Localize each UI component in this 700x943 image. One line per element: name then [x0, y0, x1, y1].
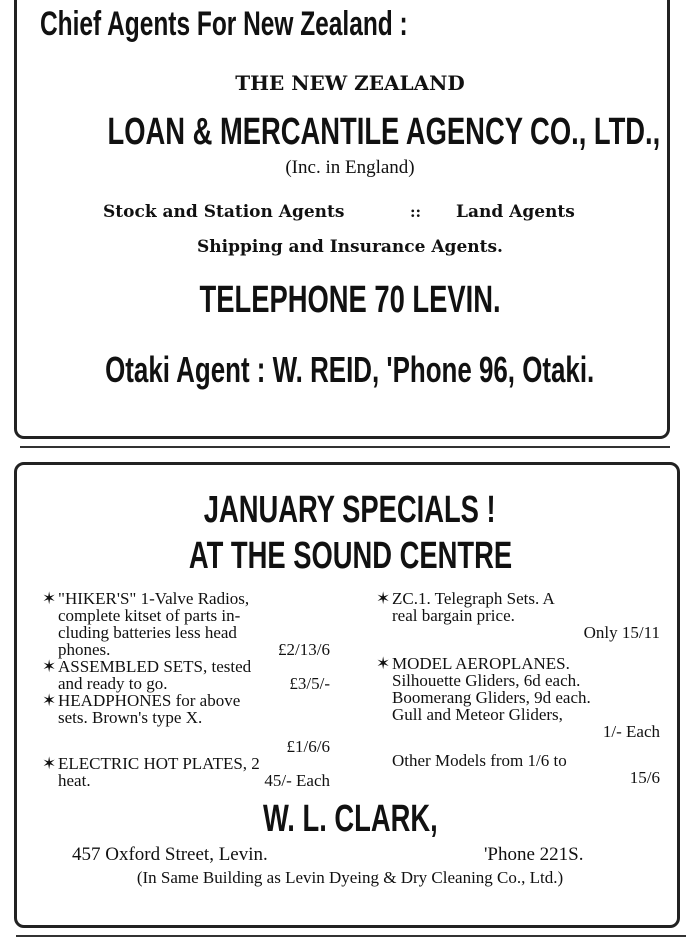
list-item [42, 658, 330, 675]
item-text: and ready to go. [58, 674, 168, 693]
building-note: (In Same Building as Levin Dyeing & Dry Cleaning Co., Ltd.) [136, 868, 564, 887]
shop-name-text: W. L. CLARK, [262, 798, 438, 840]
right-column [376, 590, 660, 786]
star-icon: ✶ [376, 589, 391, 608]
specials-title [0, 490, 700, 532]
otaki-agent-text: Otaki Agent : W. REID, 'Phone 96, Otaki. [105, 349, 595, 390]
item-price-row [42, 675, 330, 692]
item-text: real bargain price. [392, 606, 515, 625]
item-text: complete kitset of parts in- [58, 606, 241, 625]
star-icon: ✶ [42, 589, 57, 608]
list-item [376, 655, 660, 672]
list-item [42, 590, 330, 607]
telephone [0, 280, 700, 322]
price: £1/6/6 [286, 737, 330, 756]
star-icon: ✶ [42, 657, 57, 676]
services-land: Land Agents [456, 202, 575, 222]
specials-subtitle [0, 536, 700, 578]
item-text: Gull and Meteor Gliders, [392, 705, 563, 724]
address: 457 Oxford Street, Levin. [72, 844, 268, 865]
services-stock: Stock and Station Agents [103, 202, 345, 222]
divider [20, 446, 670, 448]
ad-heading [40, 6, 551, 43]
separator: :: [410, 203, 422, 221]
specials-subtitle-text: AT THE SOUND CENTRE [188, 535, 512, 577]
shop-name [0, 800, 700, 838]
star-icon: ✶ [42, 691, 57, 710]
company-name-text: LOAN & MERCANTILE AGENCY CO., LTD., [107, 111, 661, 153]
incorporation-note: (Inc. in England) [285, 157, 415, 178]
item-text: ZC.1. Telegraph Sets. A [392, 589, 555, 608]
company-name [0, 112, 700, 154]
list-item [42, 692, 330, 709]
telephone-text: TELEPHONE 70 LEVIN. [199, 279, 501, 321]
item-text: heat. [58, 771, 91, 790]
divider [16, 935, 686, 937]
ad-heading-text: Chief Agents For New Zealand : [40, 5, 408, 43]
left-column [42, 590, 330, 789]
otaki-agent [0, 350, 700, 391]
services-shipping: Shipping and Insurance Agents. [197, 237, 503, 257]
price: 1/- Each [602, 722, 660, 741]
item-text: Silhouette Gliders, 6d each. [392, 671, 581, 690]
item-text: ASSEMBLED SETS, tested [58, 657, 252, 676]
item-text: Boomerang Gliders, 9d each. [392, 688, 591, 707]
item-text: HEADPHONES for above [58, 691, 241, 710]
item-text: cluding batteries less head [58, 623, 237, 642]
price: £3/5/- [289, 674, 330, 693]
item-text: ELECTRIC HOT PLATES, 2 [58, 754, 260, 773]
price: 15/6 [629, 768, 660, 787]
item-text: phones. [58, 640, 111, 659]
star-icon: ✶ [376, 654, 391, 673]
ad-subheading: THE NEW ZEALAND [235, 71, 465, 95]
item-text: Other Models from 1/6 to [392, 751, 567, 770]
item-text: sets. Brown's type X. [58, 708, 203, 727]
price: 45/- Each [264, 771, 330, 790]
list-item [42, 755, 330, 772]
list-item [376, 590, 660, 607]
star-icon: ✶ [42, 754, 57, 773]
phone: 'Phone 221S. [484, 844, 584, 865]
item-text: MODEL AEROPLANES. [392, 654, 570, 673]
item-text: "HIKER'S" 1-Valve Radios, [58, 589, 250, 608]
specials-title-text: JANUARY SPECIALS ! [204, 489, 496, 531]
price: £2/13/6 [278, 640, 330, 659]
item-price-row [42, 641, 330, 658]
price: Only 15/11 [583, 623, 660, 642]
item-price-row [42, 772, 330, 789]
